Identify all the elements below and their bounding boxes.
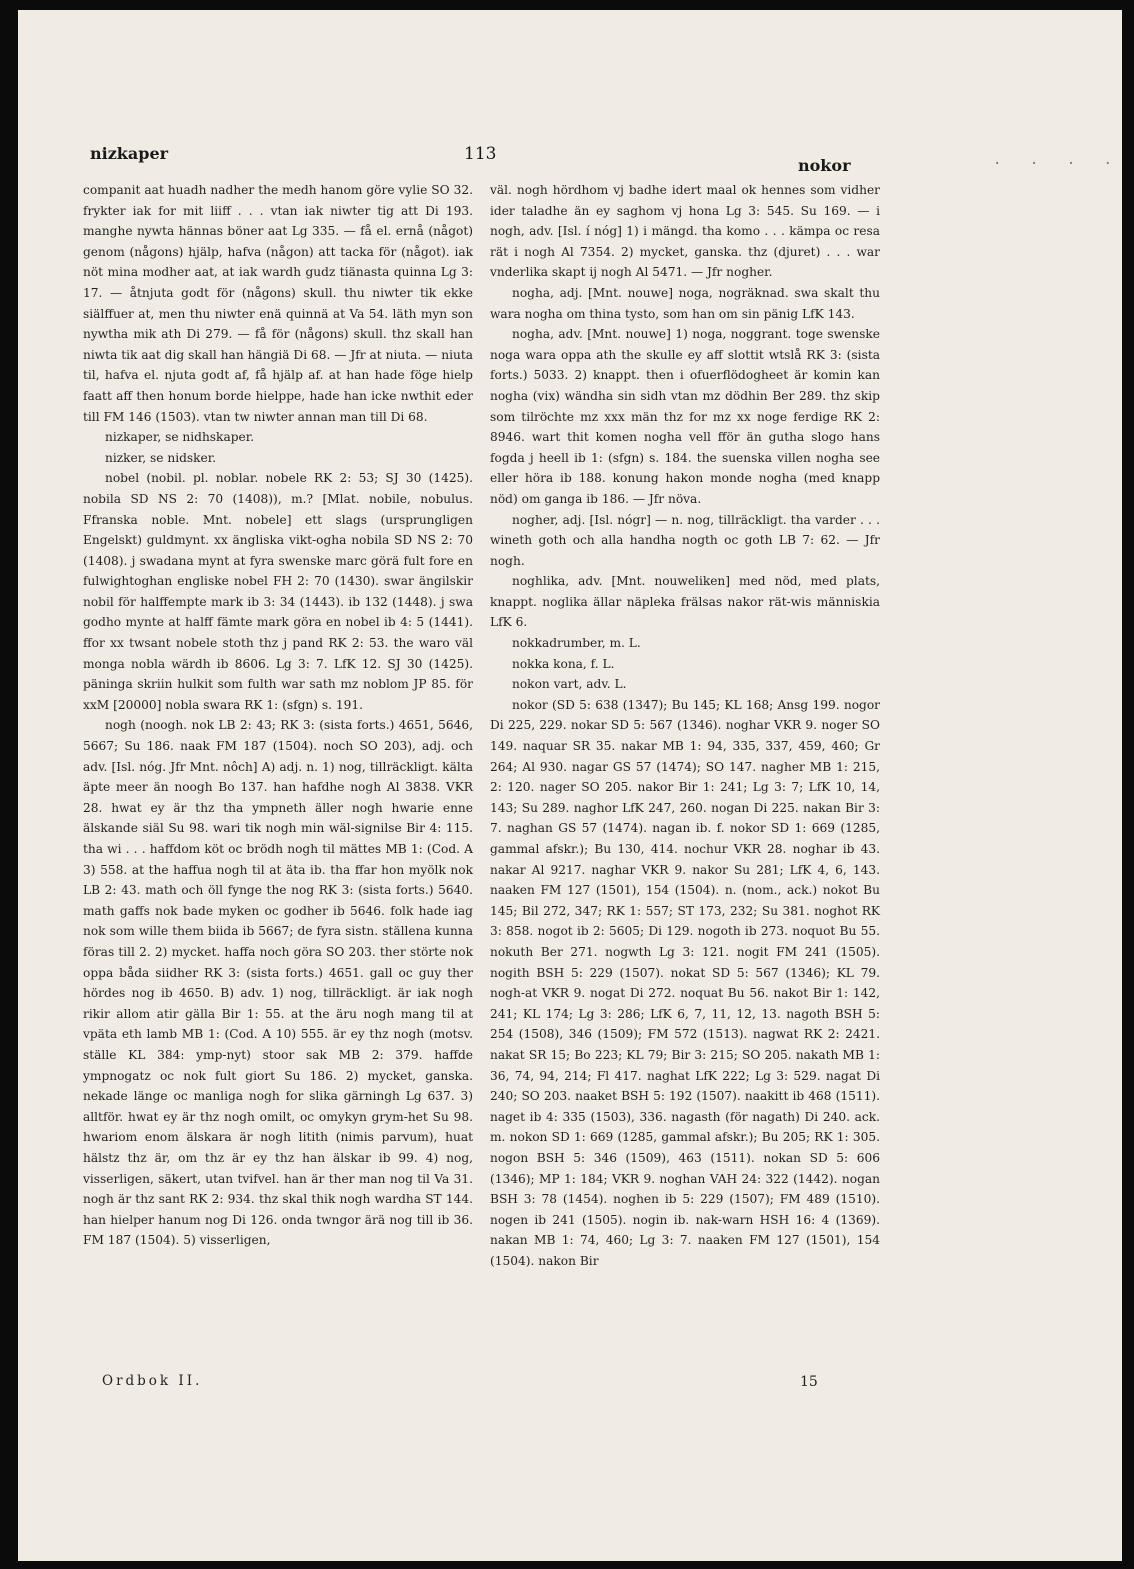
signature-mark: Ordbok II. <box>102 1373 203 1389</box>
book-page <box>18 10 1122 1561</box>
left-column <box>83 180 473 1251</box>
dictionary-entry: nogha, adv. [Mnt. nouwe] 1) noga, noggrant. toge swenske noga wara oppa ath the skulle ey aff slottit wtslå RK 3: (sista forts.) 5033. 2) knappt. then i ofuerflödogheet är komin kan nogha (vix) wändha sin sidh vtan mz dödhin Ber 289. thz skip som tilröchte mz xxx män thz for mz xx noge ferdige RK 2: 8946. wart thit komen nogha vell fför än gutha slogo hans fogda j heell ib 1: (sfgn) s. 184. the suenska villen nogha see eller höra ib 188. konung hakon monde nogha (med knapp nöd) om ganga ib 186. — Jfr növa. <box>490 327 880 506</box>
entry-continuation: companit aat huadh nadher the medh hanom göre vylie SO 32. frykter iak for mit liiff . . . vtan iak niwter tig att Di 193. manghe nywta hännas böner aat Lg 335. — få el. ernå (något) genom (någons) hjälp, hafva (någon) att tacka för (något). iak nöt mina modher aat, at iak wardh gudz tiänasta quinna Lg 3: 17. — åtnjuta godt för (någons) skull. thu niwter tik ekke siälffuer at, men thu niwter enä quinnä at Va 54. läth myn son nywtha mik ath Di 279. — få för (någons) skull. thz skall han niwta tik aat dig skall han hängiä Di 68. — Jfr at niuta. — niuta til, hafva el. njuta godt af, få hjälp af. at han hade föge hielp faatt aff then honum borde hielppe, hade han icke nwthit eder till FM 146 (1503). vtan tw niwter annan man till Di 68. <box>83 183 473 424</box>
running-head-right: nokor <box>798 156 851 175</box>
dictionary-entry: nogha, adj. [Mnt. nouwe] noga, nogräknad. swa skalt thu wara nogha om thina tysto, som han om sin pänig LfK 143. <box>490 285 880 321</box>
dictionary-entry: nizker, se nidsker. <box>105 450 217 465</box>
dictionary-entry: nokor (SD 5: 638 (1347); Bu 145; KL 168; Ansg 199. nogor Di 225, 229. nokar SD 5: 567 (1346). noghar VKR 9. noger SO 149. naquar SR 35. nakar MB 1: 94, 335, 337, 459, 460; Gr 264; Al 930. nagar GS 57 (1474); SO 147. nagher MB 1: 215, 2: 120. nager SO 205. nakor Bir 1: 241; Lg 3: 7; LfK 10, 14, 143; Su 289. naghor LfK 247, 260. nogan Di 225. nakan Bir 3: 7. naghan GS 57 (1474). nagan ib. f. nokor SD 1: 669 (1285, gammal afskr.); Bu 130, 414. nochur VKR 28. noghar ib 43. nakar Al 9217. naghar VKR 9. nakor Su 281; LfK 4, 6, 143. naaken FM 127 (1501), 154 (1504). n. (nom., ack.) nokot Bu 145; Bil 272, 347; RK 1: 557; ST 173, 232; Su 381. noghot RK 3: 858. nogot ib 2: 5605; Di 129. nogoth ib 273. noquot Bu 55. nokuth Ber 271. nogwth Lg 3: 121. nogit FM 241 (1505). nogith BSH 5: 229 (1507). nokat SD 5: 567 (1346); KL 79. nogh-at VKR 9. nogat Di 272. noquat Bu 56. nakot Bir 1: 142, 241; KL 174; Lg 3: 286; LfK 6, 7, 11, 12, 13. nagoth BSH 5: 254 (1508), 346 (1509); FM 572 (1513). nagwat RK 2: 2421. nakat SR 15; Bo 223; KL 79; Bir 3: 215; SO 205. nakath MB 1: 36, 74, 94, 214; Fl 417. naghat LfK 222; Lg 3: 529. nagat Di 240; SO 203. naaket BSH 5: 192 (1507). naakitt ib 468 (1511). naget ib 4: 335 (1503), 336. nagasth (för nagath) Di 240. ack. m. nokon SD 1: 669 (1285, gammal afskr.); Bu 205; RK 1: 305. nogon BSH 5: 346 (1509), 463 (1511). nokan SD 5: 606 (1346); MP 1: 184; VKR 9. noghan VAH 24: 322 (1442). nogan BSH 3: 78 (1454). noghen ib 5: 229 (1507); FM 489 (1510). nogen ib 241 (1505). nogin ib. nak-warn HSH 16: 4 (1369). nakan MB 1: 74, 460; Lg 3: 7. naaken FM 127 (1501), 154 (1504). nakon Bir <box>490 697 880 1268</box>
running-head-left: nizkaper <box>90 144 169 163</box>
dictionary-entry: nokkadrumber, m. L. <box>512 636 641 651</box>
dictionary-entry: nogh (noogh. nok LB 2: 43; RK 3: (sista forts.) 4651, 5646, 5667; Su 186. naak FM 187 (1504). noch SO 203), adj. och adv. [Isl. nóg. Jfr Mnt. nôch] A) adj. n. 1) nog, tillräckligt. kälta äpte meer än noogh Bo 137. han hafdhe nogh Al 3838. VKR 28. hwat ey är thz tha ympneth äller nogh hwarie enne älskande siäl Su 98. wari tik nogh min wäl-signilse Bir 4: 115. tha wi . . . haffdom köt oc brödh nogh til mättes MB 1: (Cod. A 3) 558. at the haffua nogh til at äta ib. tha ffar hon myölk nok LB 2: 43. math och öll fynge the nog RK 3: (sista forts.) 5640. math gaffs nok bade myken oc godher ib 5646. folk hade iag nok som wille them biida ib 5667; de fyra sistn. ställena kunna föras till 2. 2) mycket. haffa noch göra SO 203. ther störte nok oppa båda siidher RK 3: (sista forts.) 4651. gall oc guy ther hördes nog ib 4650. B) adv. 1) nog, tillräckligt. är iak nogh rikir allom atir gälla Bir 1: 55. at the äru nogh mang til at vpäta eth lamb MB 1: (Cod. A 10) 555. är ey thz nogh (motsv. ställe KL 384: ymp-nyt) stoor sak MB 2: 379. haffde ympnogatz oc nok fult giort Su 186. 2) mycket, ganska. nekade länge oc manliga nogh for slika gärningh Lg 637. 3) alltför. hwat ey är thz nogh omilt, oc omykyn grym-het Su 98. hwariom enom älskara är nogh litith (nimis parvum), huat hälstz thz är, om thz är ey thz han älskar ib 99. 4) nog, visserligen, säkert, utan tvifvel. han är ther man nog til Va 31. nogh är thz sant RK 2: 934. thz skal thik nogh wardha ST 144. han hielper hanum nog Di 126. onda twngor ärä nog till ib 36. FM 187 (1504). 5) visserligen, <box>83 718 473 1248</box>
dictionary-entry: noghlika, adv. [Mnt. nouweliken] med nöd, med plats, knappt. noglika ällar näpleka frälsas nakor rät-wis människia LfK 6. <box>490 574 880 630</box>
dictionary-entry: nokka kona, f. L. <box>512 656 615 671</box>
dictionary-entry: nobel (nobil. pl. noblar. nobele RK 2: 53; SJ 30 (1425). nobila SD NS 2: 70 (1408)), m.? [Mlat. nobile, nobulus. Ffranska noble. Mnt. nobele] ett slags (ursprungligen Engelskt) guldmynt. xx ängliska vikt-ogha nobila SD NS 2: 70 (1408). j swadana mynt at fyra swenske marc görä fult fore en fulwightoghan engliske nobel FH 2: 70 (1430). swar ängilskir nobil för halffempte mark ib 3: 34 (1443). ib 132 (1448). j swa godho mynte at halff fämte mark göra en nobel ib 4: 5 (1441). ffor xx twsant nobele stoth thz j pand RK 2: 53. the waro väl monga nobla wärdh ib 8606. Lg 3: 7. LfK 12. SJ 30 (1425). päninga skriin hulkit som fulth war sath mz noblom JP 85. för xxM [20000] nobla swara RK 1: (sfgn) s. 191. <box>83 471 473 712</box>
right-column <box>490 180 880 1271</box>
dictionary-entry: nokon vart, adv. L. <box>512 677 627 692</box>
dictionary-entry: nizkaper, se nidhskaper. <box>105 430 255 445</box>
dictionary-entry: nogher, adj. [Isl. nógr] — n. nog, tillräckligt. tha varder . . . wineth goth och alla handha nogth oc goth LB 7: 62. — Jfr nogh. <box>490 512 880 568</box>
page-number: 113 <box>464 144 497 164</box>
entry-continuation: väl. nogh hördhom vj badhe idert maal ok hennes som vidher ider taladhe än ey saghom vj hona Lg 3: 545. Su 169. — i nogh, adv. [Isl. í nóg] 1) i mängd. tha komo . . . kämpa oc resa rät i nogh Al 7354. 2) mycket, ganska. thz (djuret) . . . war vnderlika skapt ij nogh Al 5471. — Jfr nogher. <box>490 183 880 280</box>
sheet-number: 15 <box>800 1374 818 1390</box>
edge-dots: · · · · <box>992 156 1122 172</box>
